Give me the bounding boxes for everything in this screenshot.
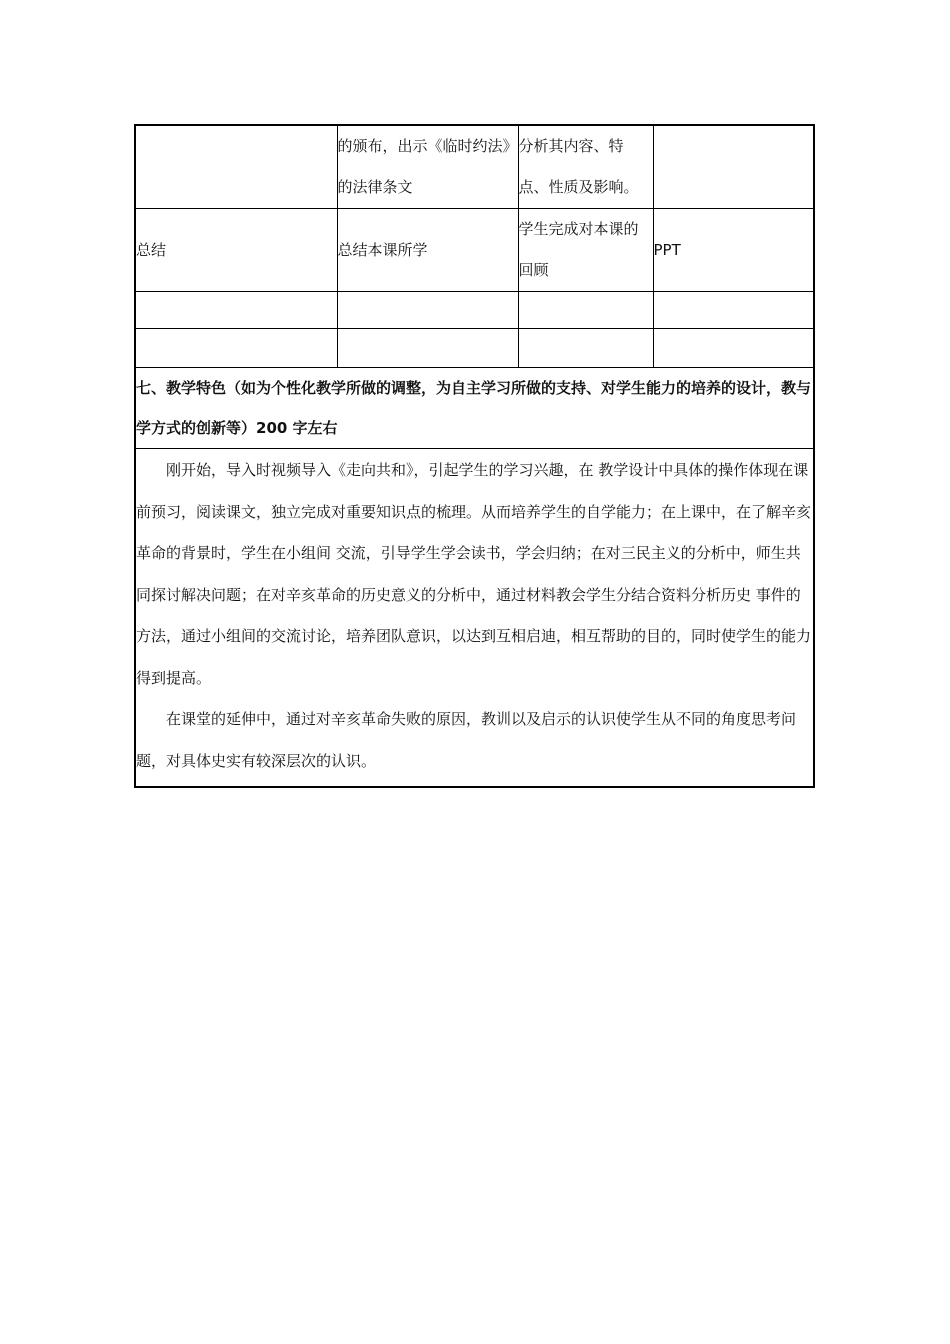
media-cell: PPT <box>653 209 814 292</box>
lesson-plan-table <box>134 124 815 788</box>
student-activity-cell: 分析其内容、特点、性质及影响。 <box>518 125 653 209</box>
table-row <box>135 368 814 449</box>
table-row <box>135 125 814 209</box>
body-paragraph: 在课堂的延伸中，通过对辛亥革命失败的原因，教训以及启示的认识使学生从不同的角度思考问题，对具体史实有较深层次的认识。 <box>136 710 797 770</box>
section-body <box>135 449 814 788</box>
table-cell <box>653 329 814 368</box>
table-cell <box>653 125 814 209</box>
table-cell <box>337 292 518 329</box>
teacher-activity-cell: 的颁布，出示《临时约法》的法律条文 <box>337 125 518 209</box>
table-row <box>135 292 814 329</box>
table-cell <box>518 292 653 329</box>
table-cell <box>653 292 814 329</box>
table-row <box>135 449 814 788</box>
section-heading: 七、教学特色（如为个性化教学所做的调整，为自主学习所做的支持、对学生能力的培养的设计，教与学方式的创新等）200 字左右 <box>135 368 814 449</box>
student-activity-cell: 学生完成对本课的回顾 <box>518 209 653 292</box>
table-cell <box>518 329 653 368</box>
stage-cell: 总结 <box>135 209 337 292</box>
table-cell <box>135 125 337 209</box>
table-cell <box>337 329 518 368</box>
table-row <box>135 209 814 292</box>
body-paragraph: 刚开始，导入时视频导入《走向共和》，引起学生的学习兴趣，在 教学设计中具体的操作体现在课前预习，阅读课文，独立完成对重要知识点的梳理。从而培养学生的自学能力；在上课中，在了解辛亥革命的背景时，学生在小组间 交流，引导学生学会读书，学会归纳；在对三民主义的分析中，师生共同探讨解决问题；在对辛亥革命的历史意义的分析中，通过材料教会学生分结合资料分析历史 事件的方法，通过小组间的交流讨论，培养团队意识，以达到互相启迪，相互帮助的目的，同时使学生的能力得到提高。 <box>136 461 812 687</box>
table-cell <box>135 329 337 368</box>
teacher-activity-cell: 总结本课所学 <box>337 209 518 292</box>
table-cell <box>135 292 337 329</box>
table-row <box>135 329 814 368</box>
